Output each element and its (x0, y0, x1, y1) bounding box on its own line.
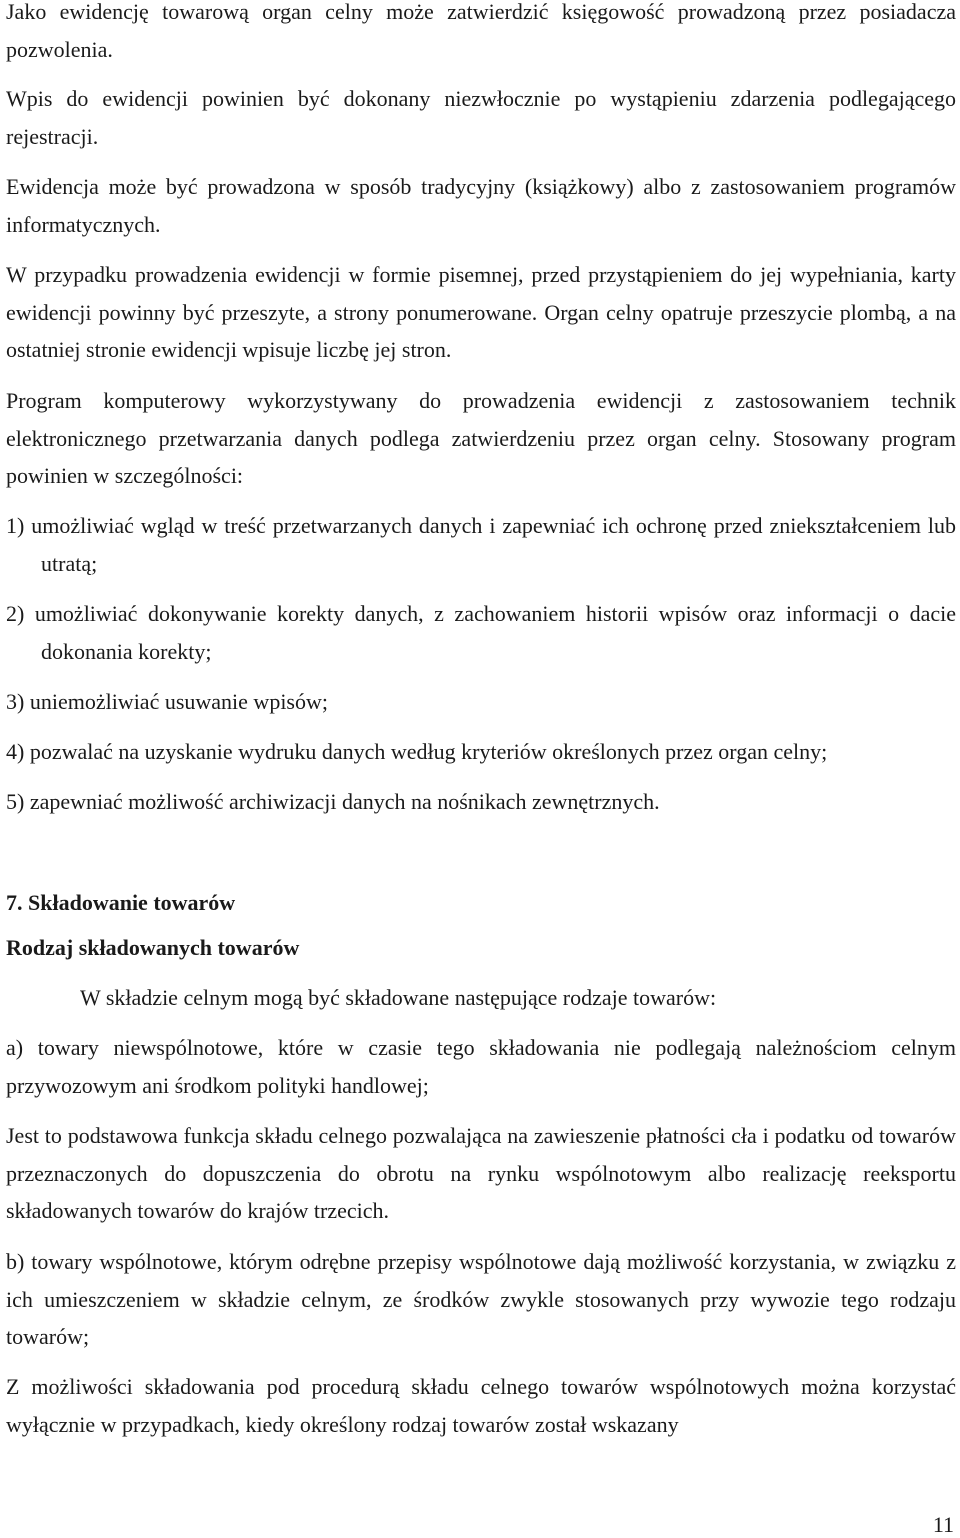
paragraph-entry-timing: Wpis do ewidencji powinien być dokonany niezwłocznie po wystąpieniu zdarzenia podlegającego rejestracji. (6, 86, 956, 149)
goods-type-b: b) towary wspólnotowe, którym odrębne przepisy wspólnotowe dają możliwość korzystania, w związku z ich umieszczeniem w składzie celnym, ze środków zwykle stosowanych przy wywozie tego rodzaju towarów; (6, 1249, 956, 1349)
page-number: 11 (932, 1512, 954, 1537)
paragraph-record-method: Ewidencja może być prowadzona w sposób tradycyjny (książkowy) albo z zastosowaniem programów informatycznych. (6, 174, 956, 237)
requirement-item-5: 5) zapewniać możliwość archiwizacji danych na nośnikach zewnętrznych. (6, 789, 660, 814)
paragraph-computer-program: Program komputerowy wykorzystywany do prowadzenia ewidencji z zastosowaniem technik elektronicznego przetwarzania danych podlega zatwierdzeniu przez organ celny. Stosowany program powinien w szczególności: (6, 388, 956, 488)
paragraph-paper-records: W przypadku prowadzenia ewidencji w formie pisemnej, przed przystąpieniem do jej wypełniania, karty ewidencji powinny być przeszyte, a strony ponumerowane. Organ celny opatruje przeszycie plombą, a na ostatniej stronie ewidencji wpisuje liczbę jej stron. (6, 262, 956, 362)
requirement-item-3: 3) uniemożliwiać usuwanie wpisów; (6, 689, 328, 714)
section-heading: 7. Składowanie towarów (6, 890, 236, 915)
goods-type-b-note: Z możliwości składowania pod procedurą składu celnego towarów wspólnotowych można korzystać wyłącznie w przypadkach, kiedy określony rodzaj towarów został wskazany (6, 1374, 956, 1437)
section-subheading: Rodzaj składowanych towarów (6, 935, 300, 960)
paragraph-bookkeeping: Jako ewidencję towarową organ celny może zatwierdzić księgowość prowadzoną przez posiadacza pozwolenia. (6, 0, 956, 62)
goods-type-a-note: Jest to podstawowa funkcja składu celnego pozwalająca na zawieszenie płatności cła i podatku od towarów przeznaczonych do dopuszczenia do obrotu na rynku wspólnotowym albo realizację reeksportu składowanych towarów do krajów trzecich. (6, 1123, 956, 1223)
requirement-item-2: 2) umożliwiać dokonywanie korekty danych, z zachowaniem historii wpisów oraz informacji o dacie dokonania korekty; (6, 601, 956, 664)
requirement-item-4: 4) pozwalać na uzyskanie wydruku danych według kryteriów określonych przez organ celny; (6, 739, 828, 764)
section-intro: W składzie celnym mogą być składowane następujące rodzaje towarów: (80, 985, 717, 1010)
requirement-item-1: 1) umożliwiać wgląd w treść przetwarzanych danych i zapewniać ich ochronę przed zniekształceniem lub utratą; (6, 513, 956, 576)
goods-type-a: a) towary niewspólnotowe, które w czasie tego składowania nie podlegają należnościom celnym przywozowym ani środkom polityki handlowej; (6, 1035, 956, 1098)
